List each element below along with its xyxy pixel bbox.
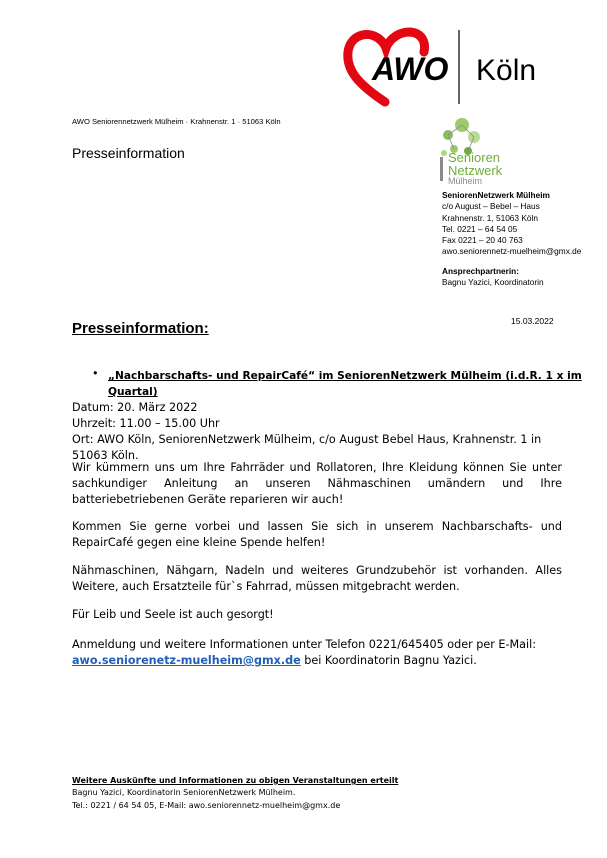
footer-title: Weitere Auskünfte und Informationen zu obigen Veranstaltungen erteilt — [72, 776, 399, 785]
bullet-icon: • — [92, 367, 99, 380]
network-logo-line1: Senioren — [448, 150, 501, 165]
contact-person-block — [442, 266, 544, 289]
registration-paragraph — [72, 637, 562, 669]
sender-address-line: AWO Seniorennetzwerk Mülheim · Krahnenstr. 1 · 51063 Köln — [72, 117, 281, 126]
awo-brand-text: AWO — [372, 51, 449, 87]
page-title: Presseinformation: — [72, 320, 209, 337]
awo-city-text: Köln — [476, 54, 537, 87]
document-date: 15.03.2022 — [511, 316, 554, 326]
awo-heart-icon — [340, 22, 565, 112]
event-location: Ort: AWO Köln, SeniorenNetzwerk Mülheim, c/o August Bebel Haus, Krahnenstr. 1 in 51063 Köln. — [72, 433, 542, 462]
contact-line: c/o August – Bebel – Haus — [442, 201, 540, 212]
contact-phone: Tel. 0221 – 64 54 05 — [442, 223, 518, 234]
contact-line: Krahnenstr. 1, 51063 Köln — [442, 212, 538, 223]
footer-contact: Tel.: 0221 / 64 54 05, E-Mail: awo.seniorennetz-muelheim@gmx.de — [72, 800, 341, 810]
contact-email[interactable]: awo.seniorennetz-muelheim@gmx.de — [442, 246, 582, 257]
registration-text: Anmeldung und weitere Informationen unter Telefon 0221/645405 oder per E-Mail: — [72, 638, 536, 651]
paragraph: Nähmaschinen, Nähgarn, Nadeln und weiteres Grundzubehör ist vorhanden. Alles Weitere, auch Ersatzteile für`s Fahrrad, müssen mitgebracht werden. — [72, 564, 562, 593]
registration-suffix: bei Koordinatorin Bagnu Yazici. — [300, 654, 477, 667]
contact-person-name: Bagnu Yazici, Koordinatorin — [442, 277, 544, 288]
network-logo-line2: Netzwerk — [448, 163, 503, 178]
event-title: „Nachbarschafts- und RepairCafé“ im SeniorenNetzwerk Mülheim (i.d.R. 1 x im Quartal) — [108, 370, 582, 398]
network-tree-icon — [436, 113, 541, 185]
event-info — [72, 400, 572, 464]
contact-block — [442, 190, 581, 258]
contact-person-label: Ansprechpartnerin: — [442, 266, 519, 276]
registration-email-link[interactable]: awo.seniorenetz-muelheim@gmx.de — [72, 654, 301, 667]
contact-fax: Fax 0221 – 20 40 763 — [442, 235, 523, 246]
presse-label: Presseinformation — [72, 145, 185, 161]
footer-line: Bagnu Yazici, Koordinatorin SeniorenNetzwerk Mülheim. — [72, 788, 296, 798]
paragraph: Wir kümmern uns um Ihre Fahrräder und Rollatoren, Ihre Kleidung können Sie unter sachkundiger Anleitung an unseren Nähmaschinen umändern und Ihre batteriebetriebenen Geräte reparieren wir auch! — [72, 461, 562, 506]
contact-org-name: SeniorenNetzwerk Mülheim — [442, 190, 550, 200]
paragraph: Für Leib und Seele ist auch gesorgt! — [72, 608, 274, 621]
event-date: Datum: 20. März 2022 — [72, 401, 198, 414]
network-logo-line3: Mülheim — [448, 176, 483, 185]
event-time: Uhrzeit: 11.00 – 15.00 Uhr — [72, 417, 220, 430]
paragraph: Kommen Sie gerne vorbei und lassen Sie sich in unserem Nachbarschafts- und RepairCafé gegen eine kleine Spende helfen! — [72, 520, 562, 549]
awo-logo — [340, 22, 565, 112]
footer — [72, 775, 398, 812]
senioren-netzwerk-logo — [436, 113, 541, 185]
